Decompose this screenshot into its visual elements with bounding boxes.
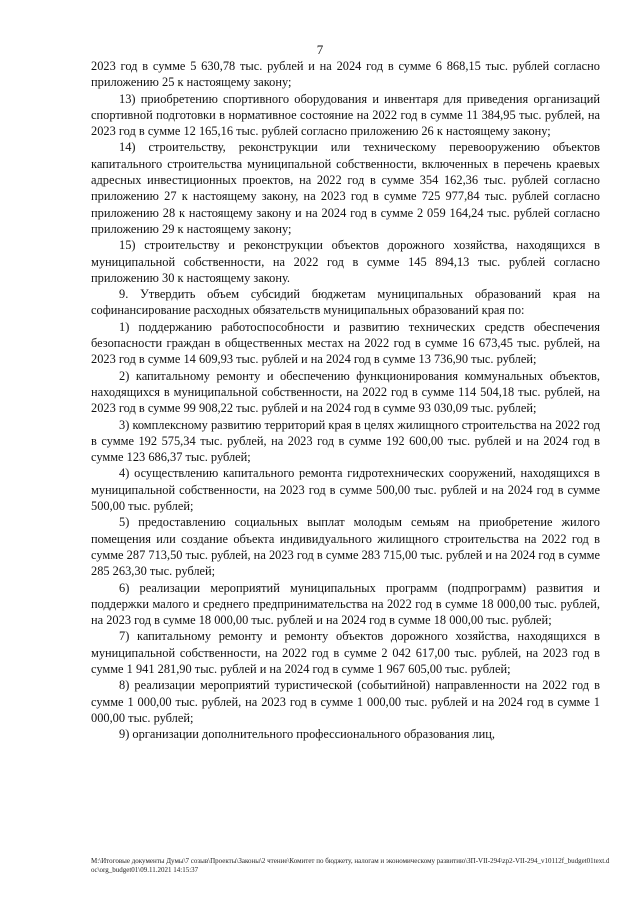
file-path-footer: M:\Итоговые документы Думы\7 созыв\Проекты\Законы\2 чтение\Комитет по бюджету, налогам и экономическому развитию\ЗП-VII-294\zp2-VII-294_v10112f_budget01text.doc\org_budget01\09.11.2021 14:15:37: [91, 857, 610, 874]
paragraph: 5) предоставлению социальных выплат молодым семьям на приобретение жилого помещения или создание объекта индивидуального жилищного строительства на 2022 год в сумме 287 713,50 тыс. рублей, на 2023 год в сумме 283 715,00 тыс. рублей и на 2024 год в сумме 285 263,30 тыс. рублей;: [91, 515, 600, 579]
paragraph: 2) капитальному ремонту и обеспечению функционирования коммунальных объектов, находящихся в муниципальной собственности, на 2022 год в сумме 114 504,18 тыс. рублей, на 2023 год в сумме 99 908,22 тыс. рублей и на 2024 год в сумме 93 030,09 тыс. рублей;: [91, 368, 600, 416]
paragraph: 2023 год в сумме 5 630,78 тыс. рублей и на 2024 год в сумме 6 868,15 тыс. рублей согласно приложению 25 к настоящему закону;: [91, 59, 600, 90]
document-body: [91, 58, 600, 742]
paragraph: 13) приобретению спортивного оборудования и инвентаря для приведения организаций спортивной подготовки в нормативное состояние на 2022 год в сумме 11 384,95 тыс. рублей, на 2023 год в сумме 12 165,16 тыс. рублей согласно приложению 26 к настоящему закону;: [91, 91, 600, 139]
paragraph: 15) строительству и реконструкции объектов дорожного хозяйства, находящихся в муниципальной собственности, на 2022 год в сумме 145 894,13 тыс. рублей согласно приложению 30 к настоящему закону.: [91, 238, 600, 285]
paragraph: 1) поддержанию работоспособности и развитию технических средств обеспечения безопасности граждан в общественных местах на 2022 год в сумме 16 673,45 тыс. рублей, на 2023 год в сумме 14 609,93 тыс. рублей и на 2024 год в сумме 13 736,90 тыс. рублей;: [91, 319, 600, 367]
page-number: 7: [316, 42, 324, 57]
paragraph: 14) строительству, реконструкции или техническому перевооружению объектов капитального строительства муниципальной собственности, включенных в перечень краевых адресных инвестиционных проектов, на 2022 год в сумме 354 162,36 тыс. рублей согласно приложению 27 к настоящему закону, на 2023 год в сумме 725 977,84 тыс. рублей согласно приложению 28 к настоящему закону и на 2024 год в сумме 2 059 164,24 тыс. рублей согласно приложению 29 к настоящему закону;: [91, 140, 600, 236]
paragraph: 9) организации дополнительного профессионального образования лиц,: [119, 727, 495, 742]
paragraph: 4) осуществлению капитального ремонта гидротехнических сооружений, находящихся в муниципальной собственности, на 2023 год в сумме 500,00 тыс. рублей и на 2024 год в сумме 500,00 тыс. рублей;: [91, 466, 600, 514]
paragraph: 9. Утвердить объем субсидий бюджетам муниципальных образований края на софинансирование расходных обязательств муниципальных образований края по:: [91, 287, 600, 318]
paragraph: 7) капитальному ремонту и ремонту объектов дорожного хозяйства, находящихся в муниципальной собственности, на 2022 год в сумме 2 042 617,00 тыс. рублей, на 2023 год в сумме 1 941 281,90 тыс. рублей и на 2024 год в сумме 1 967 605,00 тыс. рублей;: [91, 629, 600, 676]
paragraph: 6) реализации мероприятий муниципальных программ (подпрограмм) развития и поддержки малого и среднего предпринимательства на 2022 год в сумме 18 000,00 тыс. рублей, на 2023 год в сумме 18 000,00 тыс. рублей и на 2024 год в сумме 18 000,00 тыс. рублей;: [91, 580, 600, 628]
paragraph: 8) реализации мероприятий туристической (событийной) направленности на 2022 год в сумме 1 000,00 тыс. рублей, на 2023 год в сумме 1 000,00 тыс. рублей и на 2024 год в сумме 1 000,00 тыс. рублей;: [91, 678, 600, 725]
paragraph: 3) комплексному развитию территорий края в целях жилищного строительства на 2022 год в сумме 192 575,34 тыс. рублей, на 2023 год в сумме 192 600,00 тыс. рублей и на 2024 год в сумме 123 686,37 тыс. рублей;: [91, 417, 600, 465]
